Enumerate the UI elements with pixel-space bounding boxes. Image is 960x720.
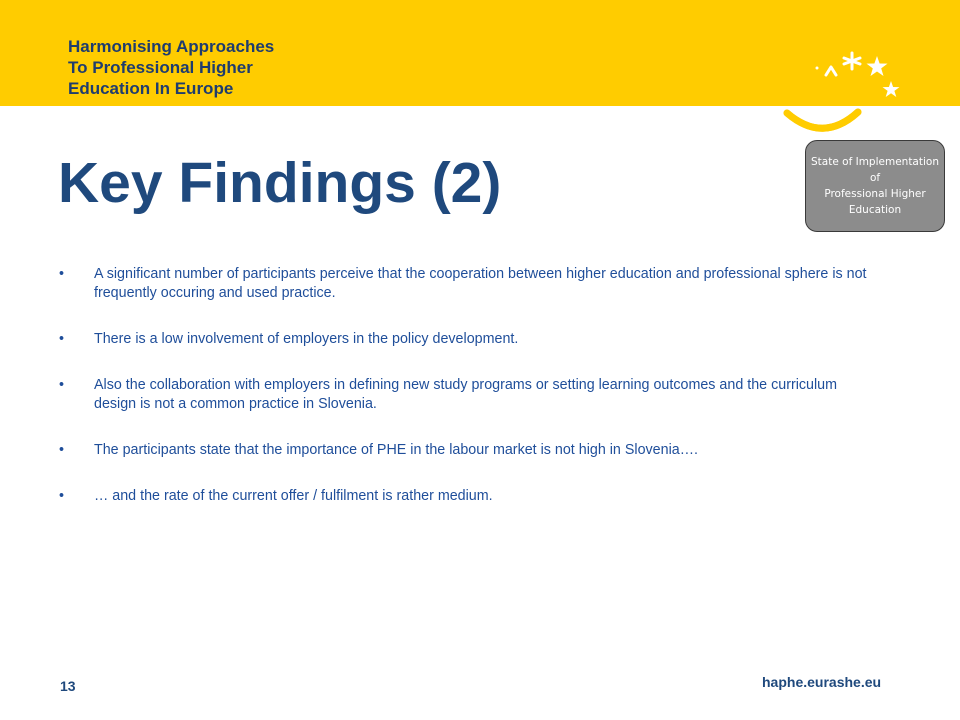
bullet-item: • There is a low involvement of employers in the policy development. bbox=[58, 330, 878, 349]
logo-smile-icon bbox=[780, 100, 880, 140]
header-band bbox=[0, 0, 960, 106]
badge-line: Education bbox=[848, 204, 902, 216]
page-number: 13 bbox=[60, 678, 76, 694]
badge-line: State of Implementation bbox=[811, 156, 939, 168]
brand-line: To Professional Higher bbox=[68, 58, 253, 77]
section-badge bbox=[805, 140, 945, 232]
brand-line: Education In Europe bbox=[68, 79, 234, 98]
bullet-item: • A significant number of participants perceive that the cooperation between higher education and professional sphere is not frequently occuring and used practice. bbox=[58, 265, 878, 303]
bullet-item: • Also the collaboration with employers in defining new study programs or setting learning outcomes and the curriculum design is not a common practice in Slovenia. bbox=[58, 376, 878, 414]
footer-url: haphe.eurashe.eu bbox=[762, 674, 882, 690]
badge-line: Professional Higher bbox=[824, 188, 926, 200]
bullet-item: • The participants state that the importance of PHE in the labour market is not high in Slovenia…. bbox=[58, 441, 878, 460]
badge-line: of bbox=[869, 172, 881, 184]
brand-logo-text bbox=[68, 36, 274, 99]
slide-title: Key Findings (2) bbox=[58, 151, 502, 215]
bullet-item: • … and the rate of the current offer / fulfilment is rather medium. bbox=[58, 487, 878, 506]
bullet-list bbox=[58, 265, 878, 506]
brand-line: Harmonising Approaches bbox=[68, 37, 275, 56]
